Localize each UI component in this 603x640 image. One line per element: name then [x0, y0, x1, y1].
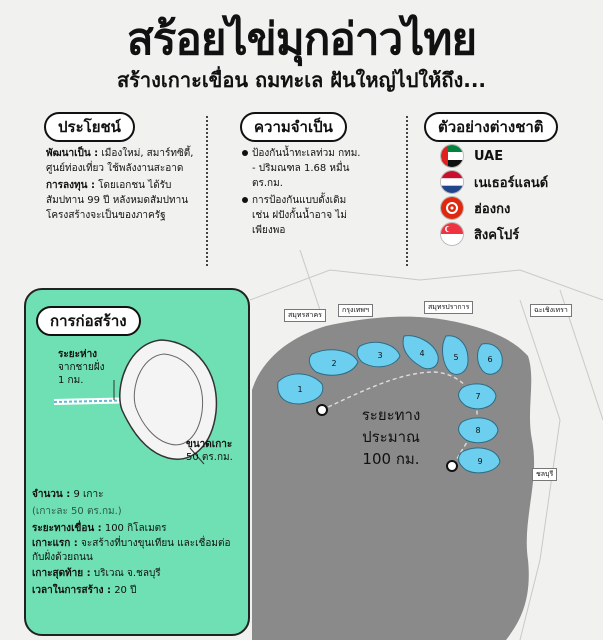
singapore-flag-icon [440, 222, 464, 246]
callout-line: 1 กม. [58, 375, 84, 386]
benefit-label: พัฒนาเป็น : [46, 148, 99, 159]
necessity-point [242, 193, 362, 238]
island-number: 5 [453, 353, 459, 362]
end-marker [447, 461, 457, 471]
detail-label: ระยะทางเขื่อน : [32, 523, 102, 534]
distance-line: ประมาณ [362, 428, 420, 446]
detail-value: 20 ปี [114, 585, 137, 596]
island-number: 6 [487, 355, 493, 364]
place-label: สมุทรสาคร [284, 309, 326, 322]
bullet-dot [242, 150, 248, 156]
island-number: 3 [377, 351, 383, 360]
detail-label: จำนวน : [32, 489, 71, 500]
country-name: สิงคโปร์ [474, 227, 520, 243]
place-label: สมุทรปราการ [424, 301, 473, 314]
hongkong-flag-icon [440, 196, 464, 220]
detail-row [32, 565, 242, 582]
construction-header: การก่อสร้าง [36, 306, 141, 336]
island-number: 1 [297, 385, 303, 394]
detail-value: 100 กิโลเมตร [104, 523, 167, 534]
detail-label: เกาะสุดท้าย : [32, 568, 91, 579]
island-number: 4 [419, 349, 425, 358]
page-subtitle: สร้างเกาะเขื่อน ถมทะเล ฝันใหญ่ไปให้ถึง... [116, 68, 487, 92]
place-label: กรุงเทพฯ [338, 304, 373, 317]
detail-row [32, 582, 242, 599]
country-row [440, 196, 510, 220]
detail-label: เกาะแรก : [32, 538, 78, 549]
start-marker [317, 405, 327, 415]
callout-line: ระยะห่าง [58, 349, 98, 360]
benefit-dev [46, 146, 196, 176]
country-name: UAE [474, 148, 504, 164]
benefit-value: เมืองใหม่, สมาร์ทซิตี้, ศูนย์ท่องเที่ยว ใช้พลังงานสะอาด [46, 148, 194, 174]
detail-row [32, 537, 242, 565]
distance-line: 100 กม. [362, 450, 420, 468]
necessity-text: การป้องกันแบบดั้งเดิม เช่น ฝปังกั้นน้ำอาจ ไม่เพียงพอ [252, 195, 347, 236]
detail-value: จะสร้างที่บางขุนเทียน และเชื่อมต่อกับฝั่งด้วยถนน [32, 538, 231, 563]
country-name: ฮ่องกง [474, 201, 511, 217]
bullet-dot [242, 197, 248, 203]
island-number: 8 [475, 426, 481, 435]
detail-row [32, 520, 242, 537]
page-title: สร้อยไข่มุกอ่าวไทย [126, 14, 477, 65]
detail-row [32, 503, 242, 520]
callout-line: ขนาดเกาะ [186, 439, 233, 450]
detail-label: เวลาในการสร้าง : [32, 585, 111, 596]
island-number: 2 [331, 359, 337, 368]
necessity-text: ป้องกันน้ำทะเลท่วม กทม. - ปริมณฑล 1.68 หมื่น ตร.กม. [252, 148, 361, 189]
detail-value: (เกาะละ 50 ตร.กม.) [32, 506, 122, 517]
benefit-value: โดยเอกชน ได้รับสัมปทาน 99 ปี หลังหมดสัมปทาน โครงสร้างจะเป็นของภาครัฐ [46, 180, 189, 221]
place-label: ชลบุรี [532, 468, 557, 481]
necessity-point [242, 146, 362, 191]
country-row [440, 170, 548, 194]
netherlands-flag-icon [440, 170, 464, 194]
callout-line: 50 ตร.กม. [186, 452, 233, 463]
benefit-invest [46, 178, 196, 223]
size-callout [186, 438, 233, 464]
distance-line: ระยะทาง [361, 406, 421, 424]
examples-header: ตัวอย่างต่างชาติ [424, 112, 558, 142]
place-label: ฉะเชิงเทรา [530, 304, 572, 317]
benefits-text [46, 146, 196, 223]
necessity-list [242, 146, 362, 238]
column-divider [406, 116, 408, 266]
distance-annotation [346, 404, 436, 470]
benefits-header: ประโยชน์ [44, 112, 135, 142]
detail-row [32, 486, 242, 503]
island-number: 7 [475, 392, 481, 401]
distance-callout [58, 348, 105, 387]
callout-line: จากชายฝั่ง [58, 362, 105, 373]
country-row [440, 222, 519, 246]
country-name: เนเธอร์แลนด์ [474, 175, 549, 191]
uae-flag-icon [440, 144, 464, 168]
necessity-header: ความจำเป็น [240, 112, 347, 142]
detail-value: บริเวณ จ.ชลบุรี [93, 568, 161, 579]
column-divider [206, 116, 208, 266]
benefit-label: การลงทุน : [46, 180, 95, 191]
detail-value: 9 เกาะ [73, 489, 104, 500]
country-row [440, 144, 503, 168]
island-number: 9 [477, 457, 483, 466]
construction-details [32, 486, 242, 599]
